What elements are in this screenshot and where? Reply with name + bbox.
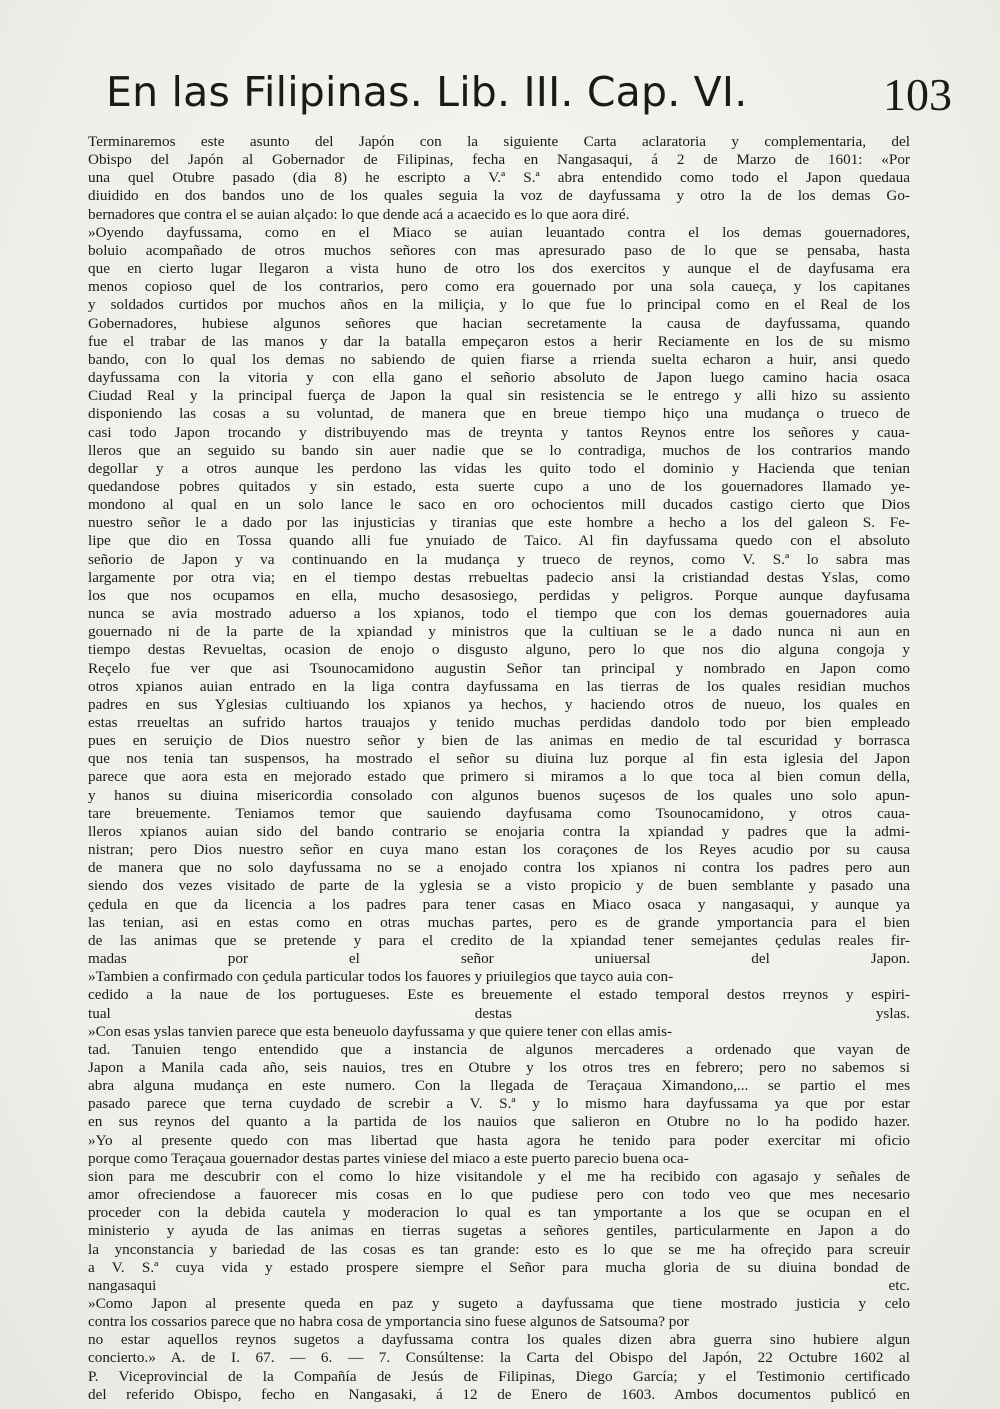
text-line: »Oyendo dayfussama, como en el Miaco se auian leuantado contra el los demas gouernadores, [88, 223, 910, 241]
text-line: fue el trabar de las manos y dar la batalla empeçaron estos a herir Reciamente en los de su mismo [88, 332, 910, 350]
text-line: contra los cossarios parece que no habra cosa de ymportancia sino fuese algunos de Satsouma? por [88, 1313, 689, 1331]
text-line: çedula en que da licencia a los padres para tener casas en Miaco osaca y nangasaqui, y aunque ya [88, 895, 910, 913]
text-line: Reçelo fue ver que asi Tsounocamidono augustin Señor tan principal y nombrado en Japon como [88, 659, 910, 677]
text-line: que en cierto lugar llegaron a vista huno de otro los dos exercitos y aunque el de dayfusama era [88, 260, 910, 278]
text-line: nangasaqui etc. [88, 1276, 910, 1294]
text-line: amor ofreciendose a fauorecer mis cosas en lo que pudiese pero con todo veo que mes necesario [88, 1186, 910, 1204]
text-line: proceder con la debida cautela y moderacion lo qual es tan ymportante a los que se ocupan en el [88, 1204, 910, 1222]
text-line: y soldados curtidos por muchos años en la miliçia, y lo que fue lo principal como en el Real de los [88, 296, 910, 314]
text-line: »Yo al presente quedo con mas libertad que hasta agora he tenido para poder exercitar mi oficio [88, 1131, 910, 1149]
text-line: en sus reynos del quanto a la partida de los nauios que salieron en Otubre no lo ha podido hazer. [88, 1113, 910, 1131]
text-line: pues en seruiçio de Dios nuestro señor y bien de las animas en medio de tal escuridad y borrasca [88, 732, 910, 750]
text-line: bando, con lo qual los demas no sabiendo de quien fiarse a rrienda suelta echaron a huir, ansi quedo [88, 350, 910, 368]
text-line: diuidido en dos bandos uno de los quales seguia la voz de dayfussama y otro la de los demas Go- [88, 187, 910, 205]
text-line: boluio acompañado de otros muchos señores con mas apresurado paso de lo que se pensaba, hasta [88, 241, 910, 259]
text-line: Gobernadores, hubiese algunos señores que hacian secretamente la causa de dayfussama, quando [88, 314, 910, 332]
text-line: »Como Japon al presente queda en paz y sugeto a dayfussama que tiene mostrado justicia y celo [88, 1295, 910, 1312]
text-line: quedandose pobres quitados y sin estado, esta suerte cupo a uno de los gouernadores llamado ye- [88, 477, 910, 495]
text-line: una quel Otubre pasado (dia 8) he escripto a V.ª S.ª abra entendido como todo el Japon quedaua [88, 169, 910, 187]
text-line: padres en sus Yglesias cultiuando los xpianos ya hechos, y haciendo otros de nueuo, los quales en [88, 695, 910, 713]
text-line: gouernado ni de la parte de la xpiandad y ministros que la cultiuan se le a dado nunca ni aun en [88, 623, 910, 641]
text-line: nunca se avia mostrado aduerso a los xpianos, todo el tiempo que con los demas gouernadores auia [88, 605, 910, 623]
text-line: dayfussama con la vitoria y con ella gano el señorio absoluto de Japon luego camino hacia osaca [88, 369, 910, 387]
text-line: cedido a la naue de los portugueses. Este es breuemente el estado temporal destos rreynos y espiri- [88, 986, 910, 1004]
text-line: lipe que dio en Tossa quando alli fue ynuiado de Taico. Al fin dayfussama quedo con el absoluto [88, 532, 910, 550]
text-line: sion para me descubrir con el como lo hize visitandole y el me ha recibido con agasajo y señales de [88, 1167, 910, 1185]
text-line: otros xpianos auian entrado en la liga contra dayfussama en las tierras de los quales residian muchos [88, 677, 910, 695]
text-line: mondono al qual en un solo lance le saco en oro ochocientos mill ducados castigo cierto que Dios [88, 496, 910, 514]
text-line: casi todo Japon trocando y distribuyendo mas de treynta y tantos Reynos entre los señores y caua- [88, 423, 910, 441]
text-line: degollar y a otros aunque les perdono las vidas les quito todo el dominio y Hacienda que tenian [88, 459, 910, 477]
text-line: la ynconstancia y bariedad de las cosas es tan grande: esto es lo que se me ha ofreçido para screuir [88, 1240, 910, 1258]
text-line: las tenian, asi en estas como en otras muchas partes, pero es de grande ymportancia para el bien [88, 913, 910, 931]
text-line: señorio de Japon y va continuando en la mudança y trueco de reynos, como V. S.ª lo sabra mas [88, 550, 910, 568]
text-line: disponiendo las cosas a su voluntad, de manera que en breue tiempo hiço una mudança o trueco de [88, 405, 910, 423]
text-line: y hanos su diuina misericordia consolado con algunos buenos suçesos de los quales uno solo apun- [88, 786, 910, 804]
text-line: menos copioso quel de los contrarios, pero como era gouernado por una sola caueça, y los capitanes [88, 278, 910, 296]
text-line: nuestro señor le a dado por las injusticias y tiranias que este hombre a hecho a los del galeon S. Fe- [88, 514, 910, 532]
page-number: 103 [883, 69, 952, 120]
text-line: »Tambien a confirmado con çedula particular todos los fauores y priuilegios que tayco auia con- [88, 968, 674, 986]
text-line: abra alguna mudança en este numero. Con la llegada de Teraçaua Ximandono,... se partio el mes [88, 1077, 910, 1095]
text-line: nistran; pero Dios nuestro señor en cuya mano estan los coraçones de los Reyes acudio por su causa [88, 841, 910, 859]
body-text [88, 133, 910, 1404]
text-line: »Con esas yslas tanvien parece que esta beneuolo dayfussama y que quiere tener con ellas amis- [88, 1022, 673, 1040]
running-title: En las Filipinas. Lib. III. Cap. VI. [106, 68, 748, 116]
text-line: tual destas yslas. [88, 1004, 910, 1022]
text-line: los que nos ocupamos en ella, mucho desasosiego, perdidas y peligros. Porque aunque dayfusama [88, 586, 910, 604]
text-line: lleros que an seguido su bando sin auer nadie que se lo contradiga, muchos de los contrarios mando [88, 441, 910, 459]
text-line: Ciudad Real y la principal fuerça de Japon la qual sin resistencia se le entrego y alli hizo su assiento [88, 387, 910, 405]
text-line: tad. Tanuien tengo entendido que a instancia de algunos mercaderes a ordenado que vayan de [88, 1040, 910, 1058]
text-line: de manera que no solo dayfussama no se a enojado contra los xpianos ni contra los padres pero aun [88, 859, 910, 877]
text-line: no estar aquellos reynos sugetos a dayfussama contra los quales dizen abra guerra sino hubiere algun [88, 1331, 910, 1349]
text-line: lleros xpianos auian sido del bando contrario se enojaria contra la xpiandad y padres que la admi- [88, 822, 910, 840]
text-line: estas rreueltas an sufrido hartos trauajos y tenido muchas perdidas dandolo todo por bien empleado [88, 714, 910, 731]
text-line: Terminaremos este asunto del Japón con la siguiente Carta aclaratoria y complementaria, del [88, 133, 910, 150]
text-line: ministerio y ayuda de las animas en tierras sugetas a señores gentiles, particularmente en Japon a do [88, 1222, 910, 1240]
text-line: porque como Teraçaua gouernador destas partes viniese del miaco a este puerto parecio buena oca- [88, 1149, 689, 1167]
text-line: a V. S.ª cuya vida y estado prospere siempre el Señor para mucha gloria de su diuina bondad de [88, 1258, 910, 1276]
text-line: P. Viceprovincial de la Compañía de Jesús de Filipinas, Diego García; y el Testimonio certificado [88, 1367, 910, 1385]
text-line: Japon a Manila cada año, seis nauios, tres en Otubre y los otros tres en febrero; pero no sabemos si [88, 1058, 910, 1076]
text-line: de las animas que se pretende y para el credito de la xpiandad tener semejantes çedulas reales fir- [88, 931, 910, 949]
text-line: concierto.» A. de I. 67. — 6. — 7. Consúltense: la Carta del Obispo del Japón, 22 Octubre 1602 al [88, 1349, 910, 1367]
text-line: tiempo destas Revueltas, ocasion de enojo o disgusto alguno, pero lo que nos dio alguna congoja y [88, 641, 910, 659]
text-line: largamente por otra via; en el tiempo destas rrebueltas padecio ansi la cristiandad destas Yslas, como [88, 568, 910, 586]
text-line: pasado parece que terna cuydado de screbir a V. S.ª y lo mismo hara dayfussama ya que por estar [88, 1095, 910, 1113]
text-line: siendo dos vezes visitado de parte de la yglesia se a visto propicio y de buen semblante y pasado una [88, 877, 910, 895]
text-line: parece que aora esta en mejorado estado que primero si miramos a lo que toca al bien comun della, [88, 768, 910, 786]
text-line: bernadores que contra el se auian alçado: lo que dende acá a acaecido es lo que aora diré. [88, 205, 630, 223]
text-line: que nos tenia tan suspensos, ha mostrado el señor su diuina luz porque al fin esta iglesia del Japon [88, 750, 910, 768]
text-line: tare breuemente. Teniamos temor que sauiendo dayfusama como Tsounocamidono, y otros caua- [88, 804, 910, 822]
text-line: del referido Obispo, fecho en Nangasaki, á 12 de Enero de 1603. Ambos documentos publicó en [88, 1385, 910, 1403]
text-line: madas por el señor uniuersal del Japon. [88, 950, 910, 968]
text-line: Obispo del Japón al Gobernador de Filipinas, fecha en Nangasaqui, á 2 de Marzo de 1601: «Por [88, 151, 910, 169]
page-header [106, 68, 952, 128]
